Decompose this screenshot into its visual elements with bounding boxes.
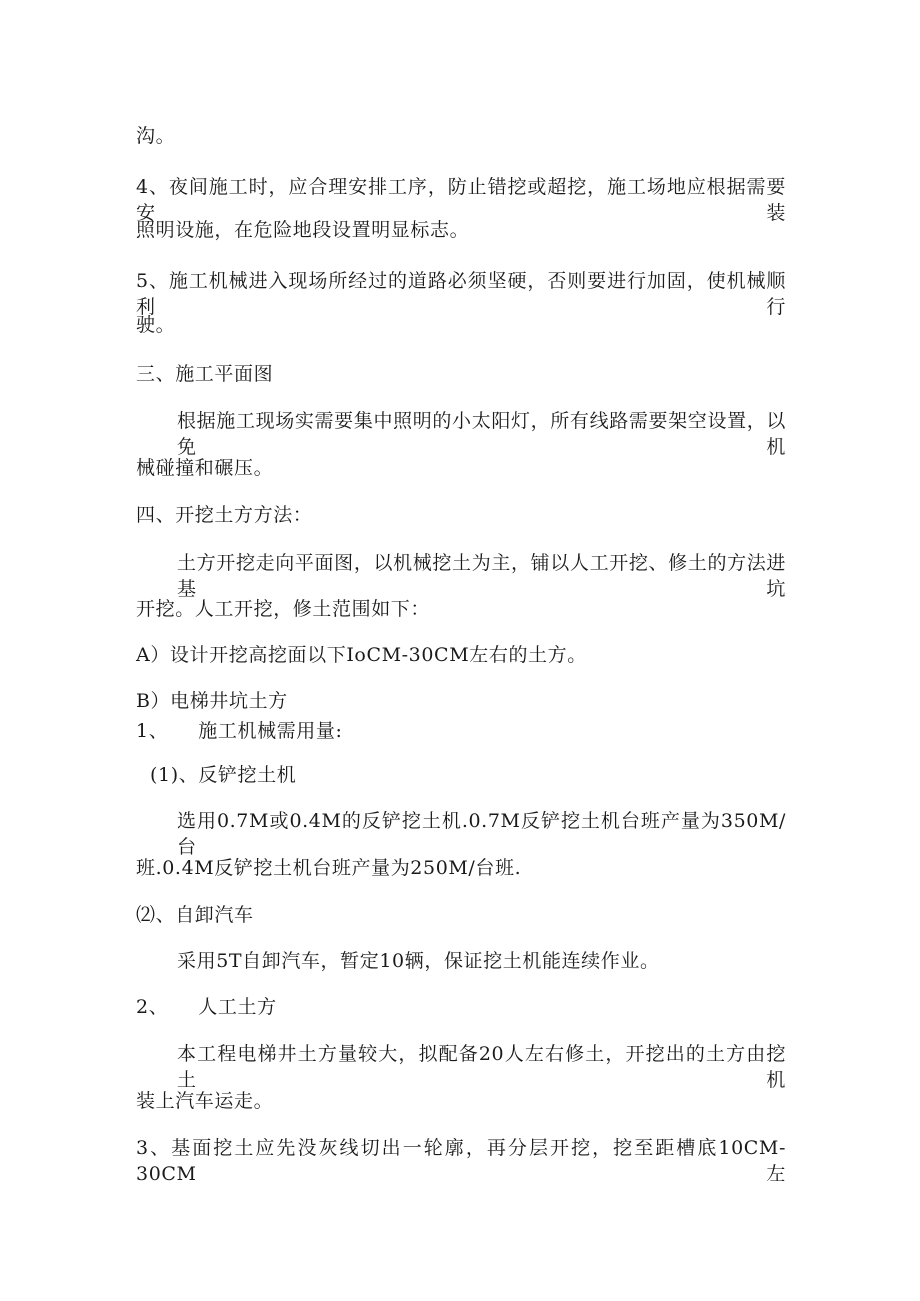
paragraph-line: 5、施工机械进入现场所经过的道路必须坚硬，否则要进行加固，使机械顺利行 — [136, 270, 786, 318]
list-item: B）电梯井坑土方 — [136, 690, 288, 712]
sub-heading: (1)、反铲挖土机 — [150, 764, 297, 786]
paragraph-line: 采用5T自卸汽车，暂定10辆，保证挖土机能连续作业。 — [177, 950, 660, 972]
numbered-heading — [136, 994, 786, 1020]
item-title: 人工土方 — [198, 996, 277, 1018]
paragraph-line: 本工程电梯井土方量较大，拟配备20人左右修土，开挖出的土方由挖土机 — [177, 1043, 786, 1091]
paragraph-line: 驶。 — [136, 314, 176, 336]
paragraph-line: 根据施工现场实需要集中照明的小太阳灯，所有线路需要架空设置，以免机 — [177, 410, 786, 458]
item-number: 2、 — [136, 996, 169, 1018]
paragraph-line: 班.0.4M反铲挖土机台班产量为250M/台班. — [136, 857, 522, 879]
sub-heading: ⑵、自卸汽车 — [136, 904, 254, 926]
paragraph-line: 4、夜间施工时，应合理安排工序，防止错挖或超挖，施工场地应根据需要安装 — [136, 176, 786, 224]
paragraph-line: 照明设施，在危险地段设置明显标志。 — [136, 219, 470, 241]
paragraph-line: 械碰撞和碾压。 — [136, 457, 274, 479]
paragraph-line: 开挖。人工开挖，修土范围如下： — [136, 598, 431, 620]
section-heading: 三、施工平面图 — [136, 363, 274, 385]
item-number: 1、 — [136, 720, 169, 742]
paragraph-line: 装上汽车运走。 — [136, 1090, 274, 1112]
section-heading: 四、开挖土方方法： — [136, 504, 313, 526]
paragraph-line: 土方开挖走向平面图，以机械挖土为主，铺以人工开挖、修土的方法进基坑 — [177, 552, 786, 600]
numbered-heading — [136, 718, 786, 744]
list-item: A）设计开挖高挖面以下IoCM-30CM左右的土方。 — [136, 644, 587, 666]
paragraph-line: 选用0.7M或0.4M的反铲挖土机.0.7M反铲挖土机台班产量为350M/台 — [177, 810, 786, 858]
item-title: 施工机械需用量: — [198, 720, 343, 742]
paragraph-line: 3、基面挖土应先没灰线切出一轮廓，再分层开挖，挖至距槽底10CM-30CM左 — [136, 1137, 786, 1185]
paragraph-line: 沟。 — [136, 125, 176, 147]
